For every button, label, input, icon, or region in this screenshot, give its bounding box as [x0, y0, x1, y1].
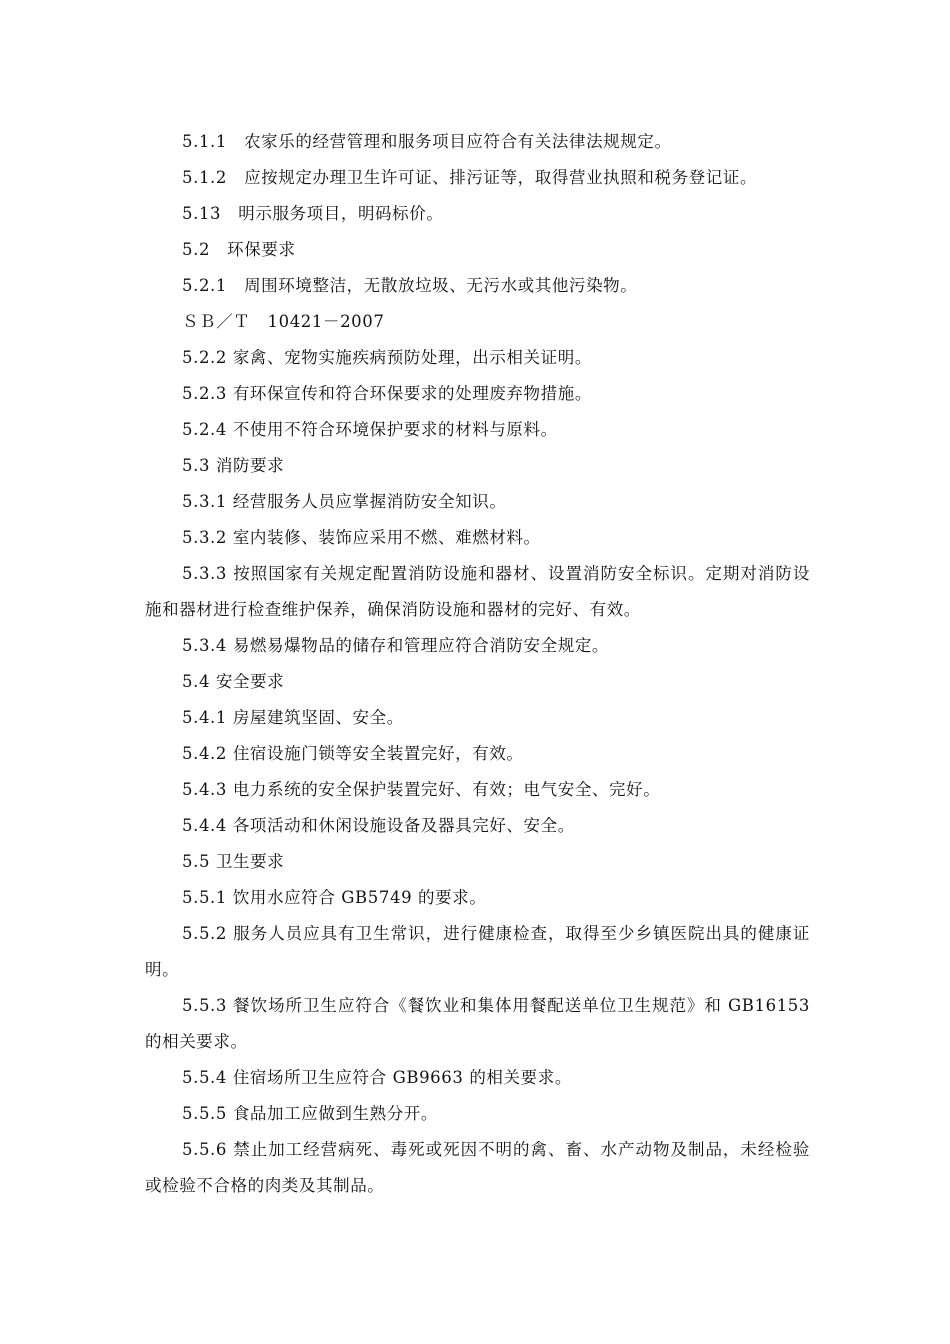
clause-5-5-1: 5.5.1 饮用水应符合 GB5749 的要求。 — [182, 888, 487, 907]
clause-5-3-3: 5.3.3 按照国家有关规定配置消防设施和器材、设置消防安全标识。定期对消防设施和器材进行检查维护保养，确保消防设施和器材的完好、有效。 — [145, 564, 810, 619]
heading-5-2: 5.2 环保要求 — [182, 240, 296, 259]
clause-5-4-3: 5.4.3 电力系统的安全保护装置完好、有效；电气安全、完好。 — [182, 780, 661, 799]
clause-5-5-3: 5.5.3 餐饮场所卫生应符合《餐饮业和集体用餐配送单位卫生规范》和 GB16153 的相关要求。 — [145, 996, 816, 1051]
clause-5-1-1: 5.1.1 农家乐的经营管理和服务项目应符合有关法律法规规定。 — [182, 132, 672, 151]
heading-5-3: 5.3 消防要求 — [182, 456, 285, 475]
clause-5-2-4: 5.2.4 不使用不符合环境保护要求的材料与原料。 — [182, 420, 558, 439]
clause-5-3-4: 5.3.4 易燃易爆物品的储存和管理应符合消防安全规定。 — [182, 636, 610, 655]
clause-5-1-2: 5.1.2 应按规定办理卫生许可证、排污证等，取得营业执照和税务登记证。 — [182, 168, 758, 187]
clause-5-4-1: 5.4.1 房屋建筑坚固、安全。 — [182, 708, 404, 727]
clause-5-5-2: 5.5.2 服务人员应具有卫生常识，进行健康检查，取得至少乡镇医院出具的健康证明。 — [145, 924, 810, 979]
clause-5-3-1: 5.3.1 经营服务人员应掌握消防安全知识。 — [182, 492, 507, 511]
clause-5-5-6: 5.5.6 禁止加工经营病死、毒死或死因不明的禽、畜、水产动物及制品，未经检验或检验不合格的肉类及其制品。 — [145, 1140, 810, 1195]
clause-5-2-1: 5.2.1 周围环境整洁，无散放垃圾、无污水或其他污染物。 — [182, 276, 638, 295]
clause-5-3-2: 5.3.2 室内装修、装饰应采用不燃、难燃材料。 — [182, 528, 541, 547]
clause-5-5-4: 5.5.4 住宿场所卫生应符合 GB9663 的相关要求。 — [182, 1068, 572, 1087]
clause-5-5-5: 5.5.5 食品加工应做到生熟分开。 — [182, 1104, 439, 1123]
clause-5-4-2: 5.4.2 住宿设施门锁等安全装置完好，有效。 — [182, 744, 524, 763]
clause-5-2-3: 5.2.3 有环保宣传和符合环保要求的处理废弃物措施。 — [182, 384, 592, 403]
heading-5-5: 5.5 卫生要求 — [182, 852, 285, 871]
clause-5-4-4: 5.4.4 各项活动和休闲设施设备及器具完好、安全。 — [182, 816, 575, 835]
standard-code: ＳＢ／Ｔ 10421－2007 — [182, 312, 385, 331]
heading-5-4: 5.4 安全要求 — [182, 672, 285, 691]
clause-5-2-2: 5.2.2 家禽、宠物实施疾病预防处理，出示相关证明。 — [182, 348, 592, 367]
document-body — [145, 124, 816, 1204]
clause-5-1-3: 5.13 明示服务项目，明码标价。 — [182, 204, 444, 223]
